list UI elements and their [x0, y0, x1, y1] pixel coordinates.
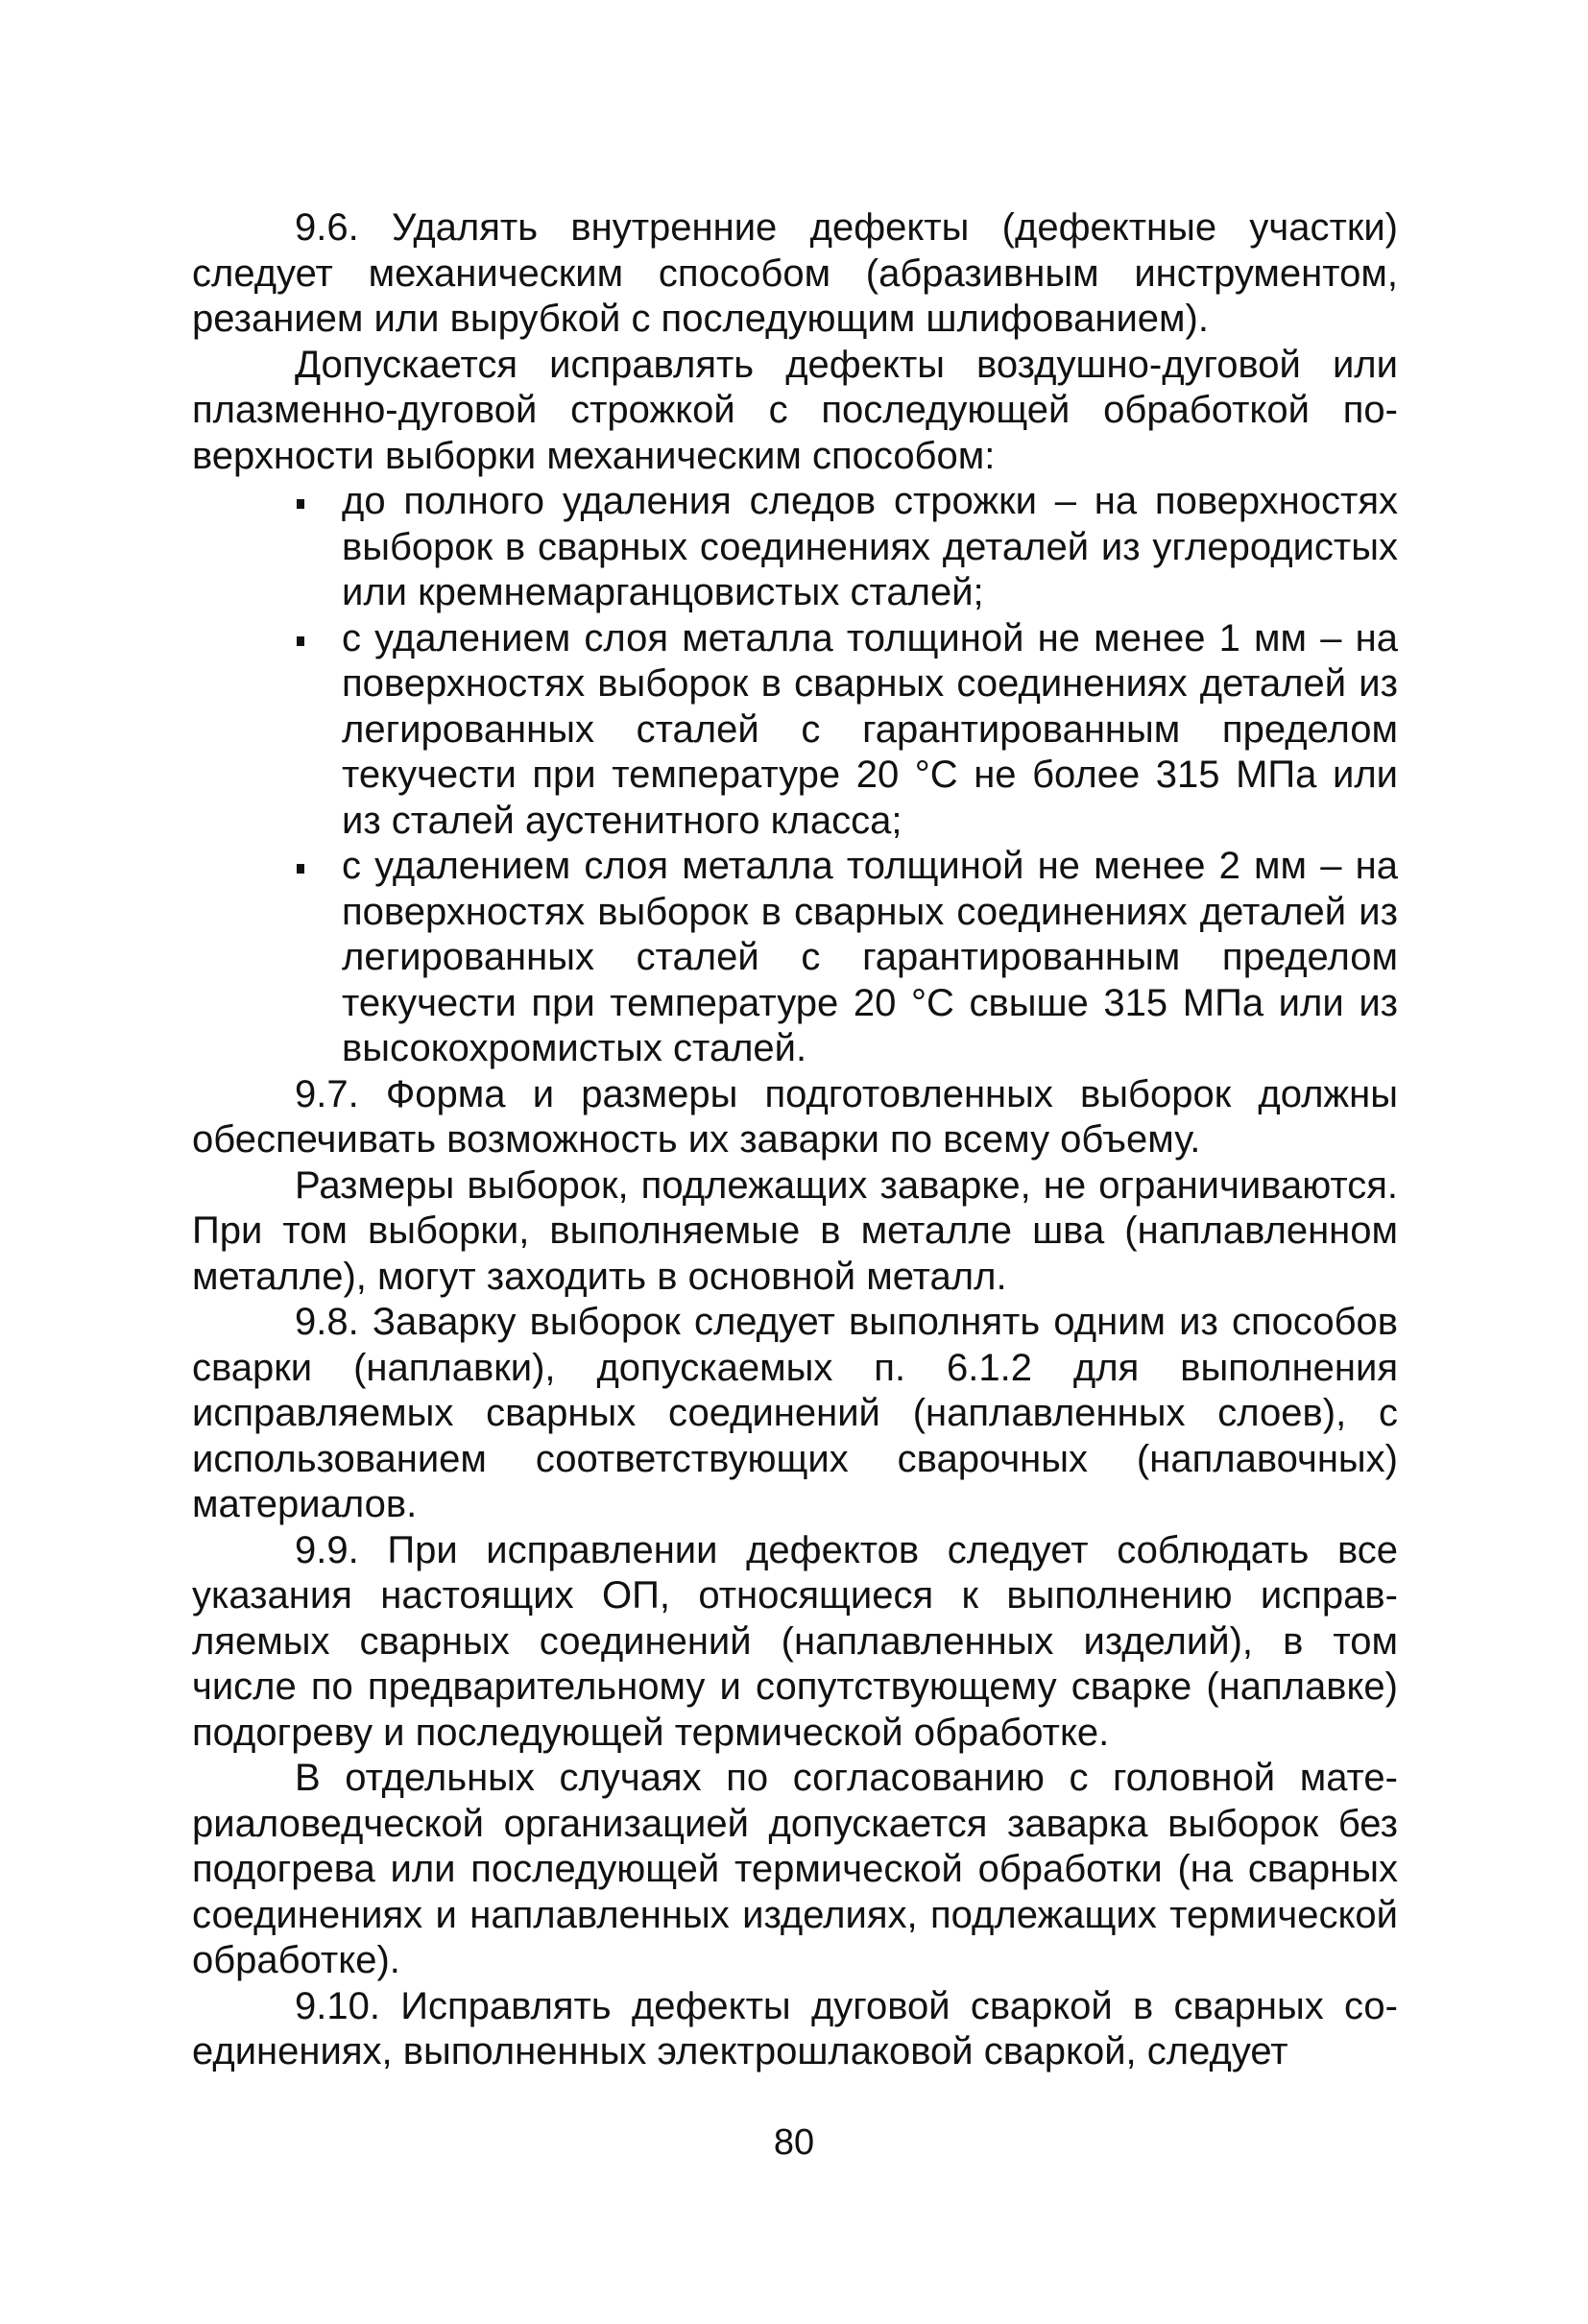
paragraph-special-cases: В отдельных случаях по согласованию с головной материаловедческой организацией допускается заварка выборок без подогрева или последующей термической обработки (на сварных соединениях и наплавленных изделиях, подлежащих термической обработке). [192, 1757, 1398, 1981]
paragraph-9-6: 9.6. Удалять внутренние дефекты (дефектные участки) следует механическим способом (абразивным инструментом, резанием или вырубкой с последующим шлифованием). [192, 206, 1398, 340]
list-item [342, 616, 1398, 845]
list-item [342, 844, 1398, 1072]
paragraph-9-9: 9.9. При исправлении дефектов следует соблюдать все указания настоящих ОП, относящиеся к выполнению исправляемых сварных соединений (наплавленных изделий), в том числе по предварительному и сопутствующему сварке (наплавке) подогреву и последующей термической обработке. [192, 1528, 1398, 1754]
list-item-text: с удалением слоя металла толщиной не менее 1 мм – на поверхностях выборок в сварных соединениях деталей из легированных сталей с гарантированным пределом текучести при температуре 20 °С не более 315 МПа или из сталей аустенитного класса; [342, 616, 1398, 842]
page-text [192, 205, 1398, 2075]
paragraph-9-8: 9.8. Заварку выборок следует выполнять одним из способов сварки (наплавки), допускаемых п. 6.1.2 для выполнения исправляемых сварных соединений (наплавленных слоев), с использованием соответствующих сварочных (наплавочных) материалов. [192, 1301, 1398, 1525]
bullet-list [192, 479, 1398, 1072]
paragraph-gouging-allowed: Допускается исправлять дефекты воздушно-дуговой или плазменно-дуговой строжкой с последующей обработкой поверхности выборки механическим способом: [192, 343, 1398, 477]
page-number: 80 [773, 2122, 815, 2163]
list-item-text: с удалением слоя металла толщиной не менее 2 мм – на поверхностях выборок в сварных соединениях деталей из легированных сталей с гарантированным пределом текучести при температуре 20 °С свыше 315 МПа или из высокохромистых сталей. [342, 845, 1398, 1069]
paragraph-9-10: 9.10. Исправлять дефекты дуговой сваркой в сварных соединениях, выполненных электрошлаковой сваркой, следует [192, 1984, 1398, 2072]
square-bullet-icon [297, 499, 304, 509]
square-bullet-icon [297, 864, 304, 874]
paragraph-sizes: Размеры выборок, подлежащих заварке, не ограничиваются. При том выборки, выполняемые в металле шва (наплавленном металле), могут заходить в основной металл. [192, 1163, 1398, 1298]
square-bullet-icon [297, 636, 304, 646]
list-item [342, 479, 1398, 616]
list-item-text: до полного удаления следов строжки – на поверхностях выборок в сварных соединениях деталей из углеродистых или кремнемарганцовистых сталей; [342, 480, 1398, 613]
paragraph-9-7: 9.7. Форма и размеры подготовленных выборок должны обеспечивать возможность их заварки по всему объему. [192, 1072, 1398, 1161]
